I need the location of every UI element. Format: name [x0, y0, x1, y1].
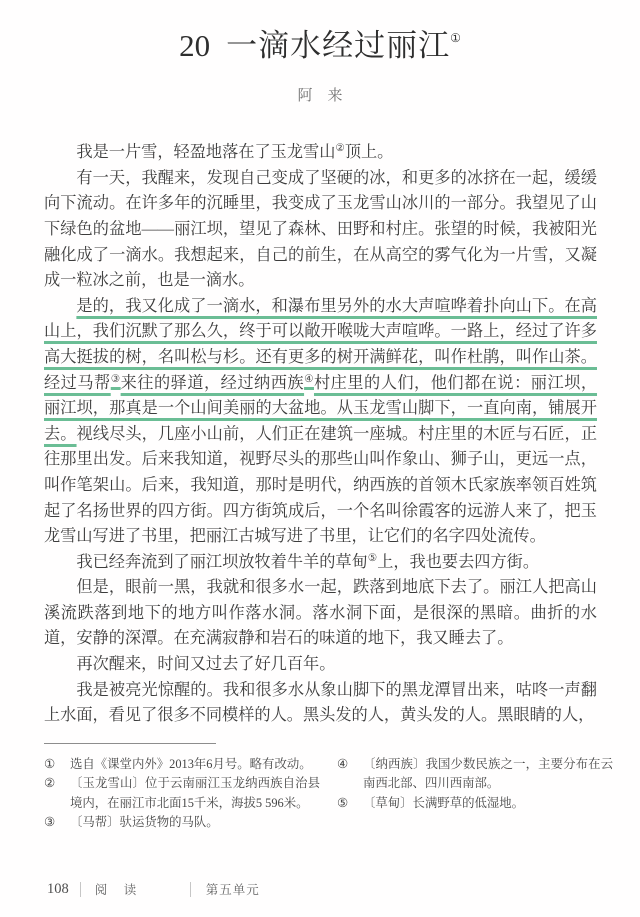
text-run: 我是一片雪，轻盈地落在了玉龙雪山: [76, 143, 336, 162]
paragraph: [44, 575, 597, 652]
text-run: 我已经奔流到了丽江坝放牧着牛羊的草甸: [76, 552, 368, 571]
footnote-number: ①: [44, 756, 56, 771]
footnote-number: ④: [337, 756, 349, 771]
text-run: 视线尽头，几座小山前，人们正在建筑一座城。村庄里的木匠与石匠，正往那里出发。后来我知道，视野尽头的那些山叫作象山、狮子山，更远一点，叫作笔架山。后来，我知道，那时是明代，纳西族的首领木氏家族率领百姓筑起了名扬世界的四方街。四方街筑成后，一个名叫徐霞客的远游人来了，把玉龙雪山写进了书里，把丽江古城写进了书里，让它们的名字四处流传。: [44, 424, 598, 546]
lesson-number: 20: [179, 28, 211, 63]
footnote-ref: ③: [110, 373, 121, 385]
paragraph: [44, 550, 597, 576]
paragraph: [44, 166, 597, 294]
author-name: 阿 来: [297, 88, 343, 105]
footnote-text: 〔草甸〕长满野草的低湿地。: [363, 795, 525, 810]
paragraph: [44, 652, 597, 678]
underlined-passage: 村庄里的人们，他们都在说：丽江坝，丽江坝，那真是一个山间美丽的大盆地。从玉龙雪山脚下，一直向南，铺展开去。: [44, 373, 598, 443]
footer-section-label: 阅 读: [94, 883, 139, 897]
underlined-passage: 是的，我又化成了一滴水，和瀑布里另外的水大声喧哗着扑向山下。在高山上，我们沉默了那么久，终于可以敞开喉咙大声喧哗。一路上，经过了许多高大挺拔的树，名叫松与杉。还有更多的树开满鲜花，叫作杜鹃，叫作山茶。经过马帮: [44, 296, 597, 392]
text-run: 有一天，我醒来，发现自己变成了坚硬的冰，和更多的冰挤在一起，缓缓向下流动。在许多年的沉睡里，我变成了玉龙雪山冰川的一部分。我望见了山下绿色的盆地——丽江坝，望见了森林、田野和村庄。张望的时候，我被阳光融化成了一滴水。我想起来，自己的前生，在从高空的雾气化为一片雪，又凝成一粒冰之前，也是一滴水。: [44, 168, 597, 290]
footnote-number: ③: [44, 815, 56, 830]
lesson-title: [0, 0, 640, 64]
footer-unit-label: 第五单元: [205, 883, 260, 897]
footnote-item: [337, 755, 620, 794]
page-number: 108: [47, 880, 69, 897]
text-run: 再次醒来，时间又过去了好几百年。: [76, 655, 336, 674]
footnote-ref: ④: [304, 373, 314, 385]
paragraph: [44, 294, 597, 550]
footnote-text: 选自《课堂内外》2013年6月号。略有改动。: [70, 756, 312, 771]
footnote-ref: ②: [335, 143, 345, 155]
title-footnote-ref: ①: [450, 31, 461, 45]
text-run: 我是被亮光惊醒的。我和很多水从象山脚下的黑龙潭冒出来，咕咚一声翻上水面，看见了很多不同模样的人。黑头发的人，黄头发的人。黑眼睛的人，: [44, 680, 597, 725]
footnote-ref: ⑤: [367, 552, 378, 564]
paragraph: [44, 678, 597, 729]
text-run: 但是，眼前一黑，我就和很多水一起，跌落到地底下去了。丽江人把高山溪流跌落到地下的地方叫作落水洞。落水洞下面，是很深的黑暗。曲折的水道，安静的深潭。在充满寂静和岩石的味道的地下，我又睡去了。: [44, 578, 597, 648]
footnotes-right: [337, 755, 620, 833]
footer-divider: [190, 882, 191, 897]
paragraph: [44, 140, 597, 166]
text-run: 上，我也要去四方街。: [377, 552, 540, 571]
body-text: [44, 140, 597, 729]
footnote-number: ②: [44, 776, 56, 791]
footnote-item: [44, 813, 337, 833]
footnotes-left: [44, 755, 337, 833]
footnote-text: 〔纳西族〕我国少数民族之一，主要分布在云南西北部、四川西南部。: [363, 756, 613, 791]
footer-divider: [80, 882, 81, 897]
footnote-text: 〔马帮〕驮运货物的马队。: [70, 815, 219, 830]
footnote-separator: [44, 743, 216, 744]
footnote-item: [337, 794, 620, 814]
footnote-number: ⑤: [337, 795, 349, 810]
footnotes: [44, 755, 620, 833]
lesson-title-text: 一滴水经过丽江: [226, 28, 451, 63]
footnote-text: 〔玉龙雪山〕位于云南丽江玉龙纳西族自治县境内，在丽江市北面15千米，海拔5 596米。: [70, 776, 320, 810]
footnote-item: [44, 774, 337, 813]
page-footer: [47, 879, 260, 899]
footnote-item: [44, 755, 337, 775]
text-run: 顶上。: [344, 143, 394, 162]
underlined-passage: 来往的驿道，经过纳西族: [120, 373, 305, 392]
